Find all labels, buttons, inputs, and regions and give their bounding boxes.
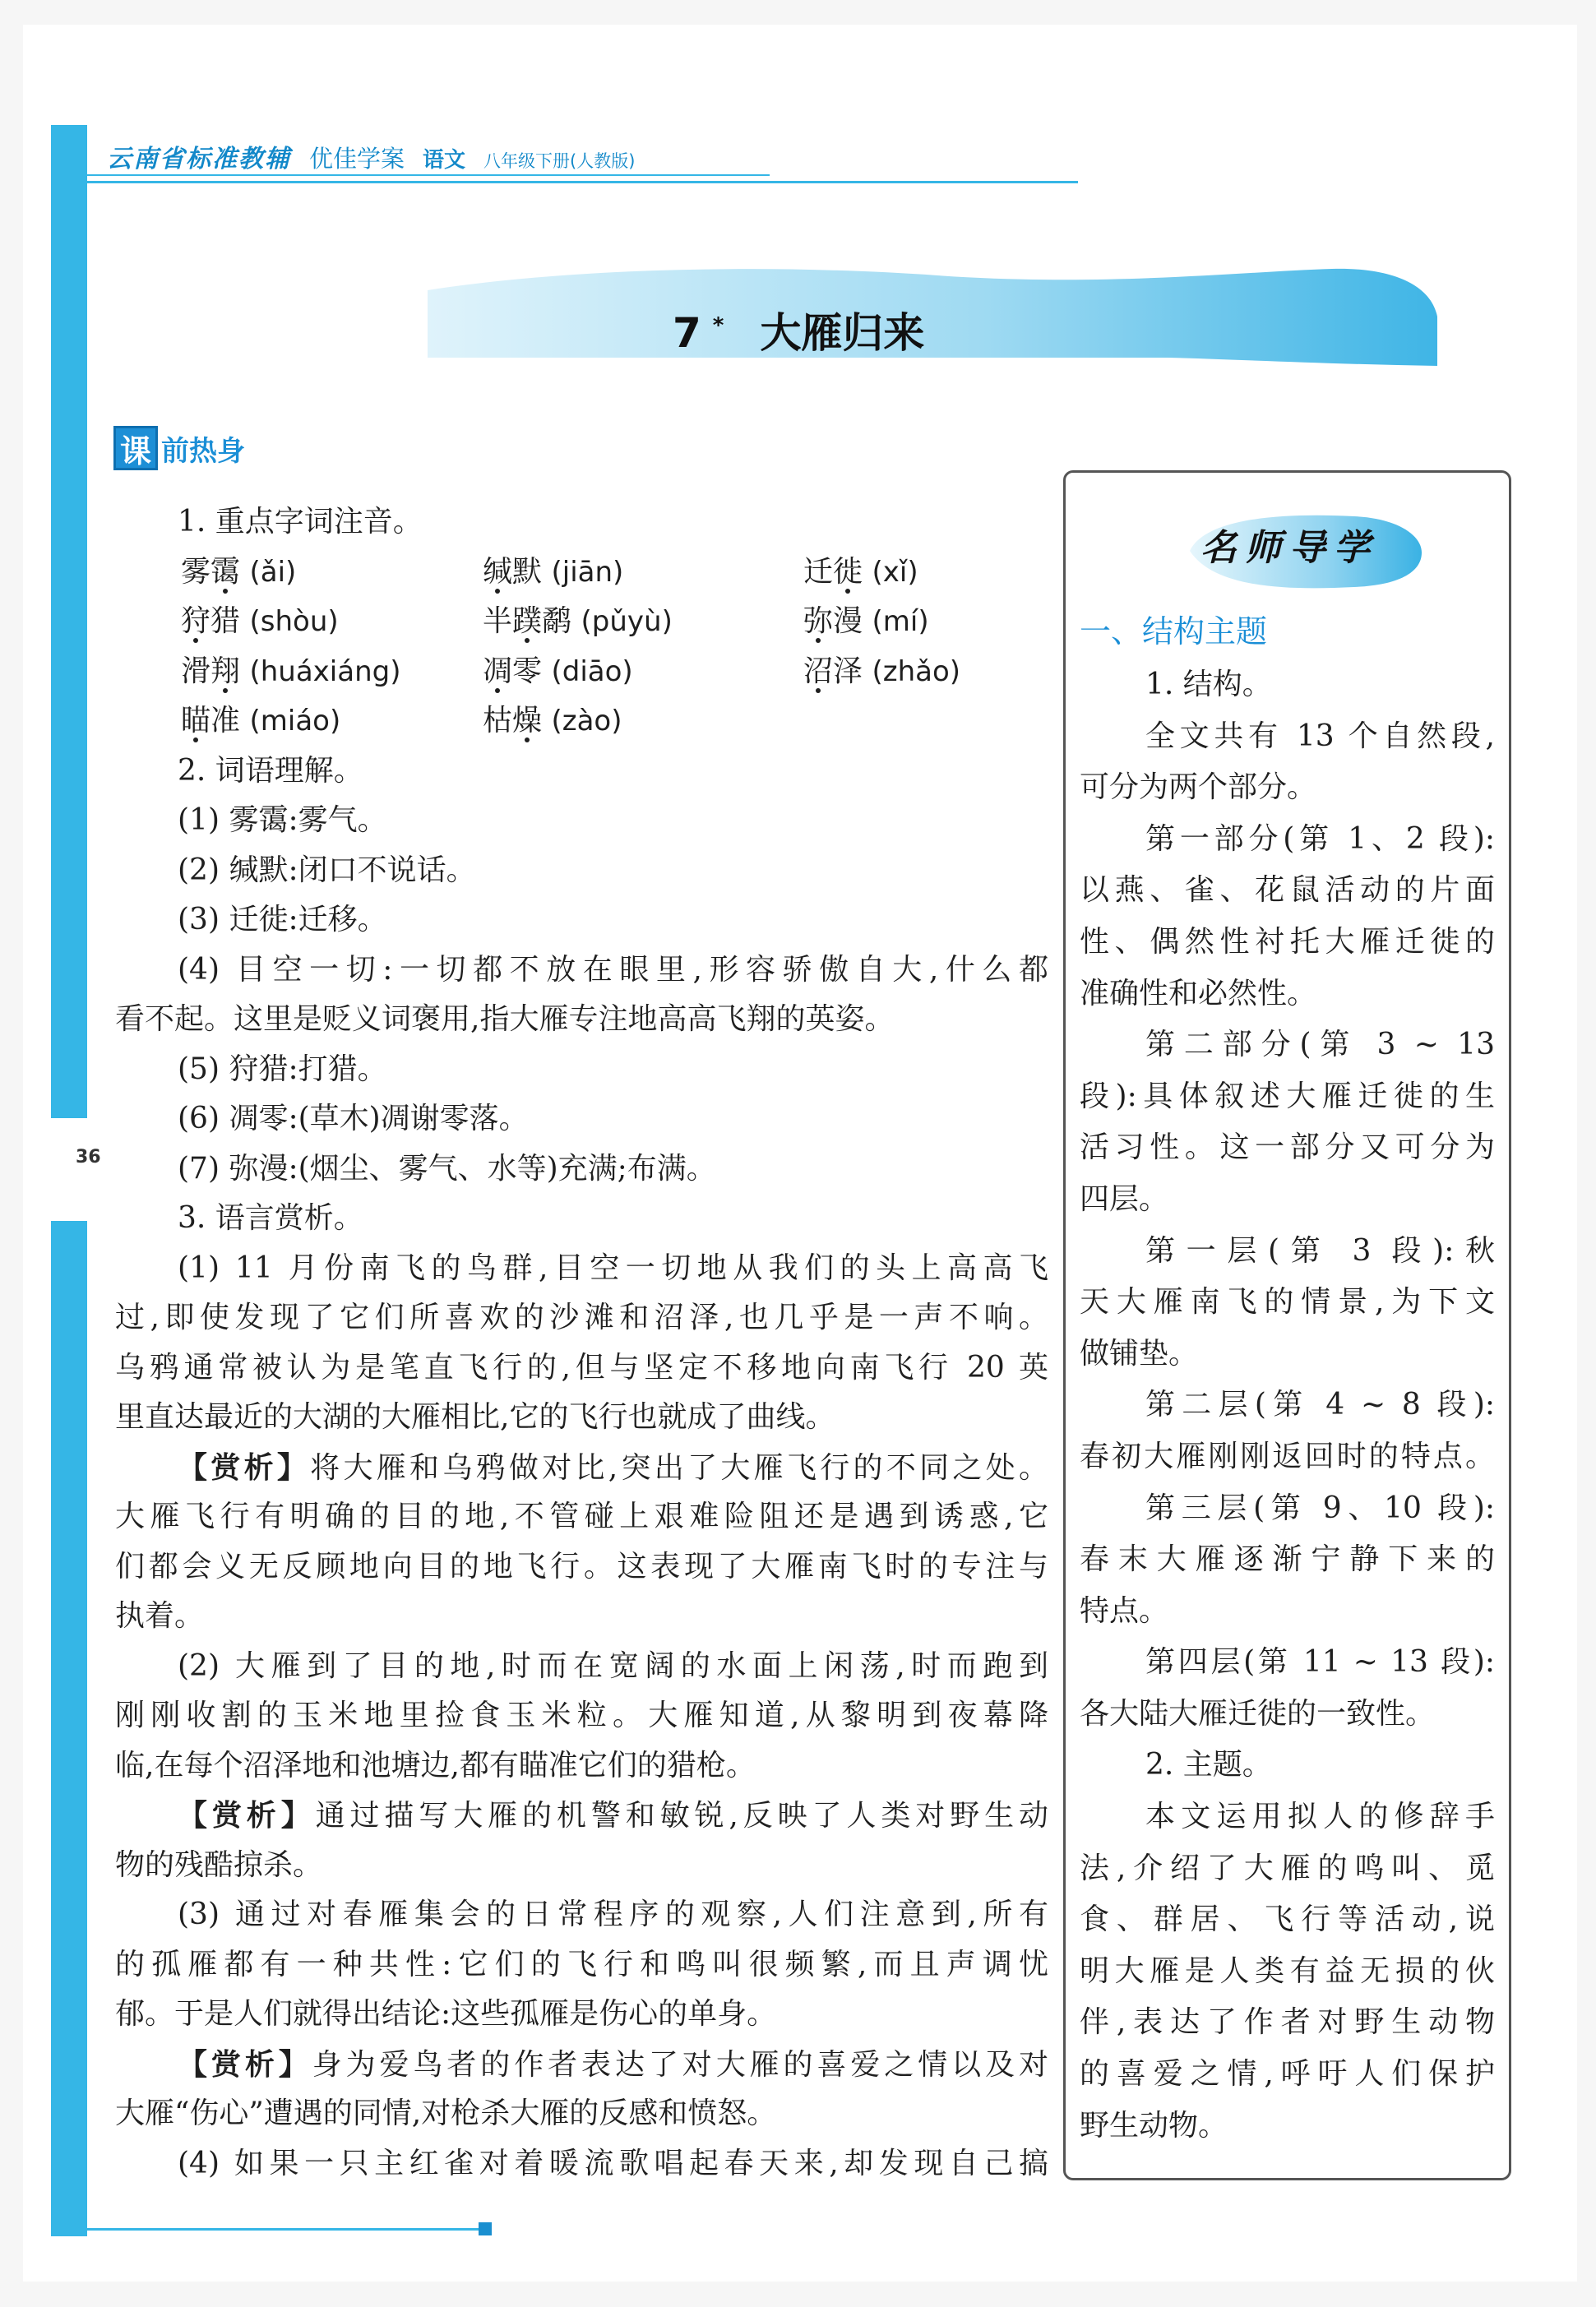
guide-line: 性、偶然性衬托大雁迁徙的 [1080,924,1495,959]
guide-body [1080,659,1495,2152]
text-line: 2. 词语理解。 [178,753,363,788]
vocab-pinyin: (pǔyù) [581,605,673,638]
text-line: 看不起。这里是贬义词褒用,指大雁专注地高高飞翔的英姿。 [115,1002,895,1036]
vocab-item [181,696,483,747]
vocab-pinyin: (ǎi) [249,555,297,589]
header-rule [87,181,1078,183]
guide-line: 伴,表达了作者对野生动物 [1080,2005,1495,2040]
guide-line: 明大雁是人类有益无损的伙 [1080,1953,1495,1988]
vocab-item [803,548,1066,598]
guide-line: 本文运用拟人的修辞手 [1145,1800,1495,1834]
text-line: 1. 重点字词注音。 [178,505,423,539]
vocab-pinyin: (zào) [551,705,622,737]
left-rail [51,125,87,1186]
guide-line: 春初大雁刚刚返回时的特点。 [1080,1439,1495,1473]
text-line: (6) 凋零:(草木)凋谢零落。 [178,1102,529,1135]
vocab-item [803,647,1066,697]
lesson-mark: * [712,313,724,339]
lesson-title [673,300,924,359]
guide-line: 的喜爱之情,呼吁人们保护 [1080,2057,1495,2092]
vocab-pinyin: (miáo) [249,705,341,737]
brand-name: 优佳学案 [309,145,405,173]
text-line: 物的残酷掠杀。 [115,1847,323,1882]
bottom-marker [479,2222,492,2235]
text-line: 【赏析】身为爱鸟者的作者表达了对大雁的喜爱之情以及对 [178,2046,1048,2082]
text-line: (1) 雾霭:雾气。 [178,803,387,837]
section-heading [113,426,245,470]
section-title: 前热身 [161,434,245,468]
guide-line: 各大陆大雁迁徙的一致性。 [1080,1696,1436,1731]
text-line: (2) 缄默:闭口不说话。 [178,853,476,887]
guide-line: 第四层(第 11 ~ 13 段): [1145,1645,1495,1680]
vocab-item [483,597,803,647]
guide-line: 活习性。这一部分又可分为 [1080,1130,1495,1165]
vocab-word: 沼泽 [803,654,863,688]
text-line: (2) 大雁到了目的地,时而在宽阔的水面上闲荡,时而跑到 [178,1648,1048,1683]
vocab-item [803,597,1066,647]
guide-line: 第二层(第 4 ~ 8 段): [1145,1388,1495,1422]
vocab-word: 瞄准 [181,704,241,737]
vocab-word: 雾霭 [181,554,241,589]
text-line: (4) 目空一切:一切都不放在眼里,形容骄傲自大,什么都 [178,952,1048,987]
vocab-word: 滑翔 [181,654,241,688]
guide-line: 第二部分(第 3 ~ 13 [1145,1028,1495,1062]
text-line: 的孤雁都有一种共性:它们的飞行和鸣叫很频繁,而且声调忧 [115,1947,1048,1981]
guide-line: 四层。 [1080,1181,1169,1216]
guide-line: 1. 结构。 [1145,668,1272,701]
text-line: (3) 通过对春雁集会的日常程序的观察,人们注意到,所有 [178,1898,1048,1931]
series-name: 云南省标准教辅 [107,145,291,173]
vocab-word: 凋零 [483,654,543,688]
text-line: 3. 语言赏析。 [178,1201,363,1235]
guide-heading: 一、结构主题 [1080,613,1268,650]
lesson-title-text: 大雁归来 [760,309,925,357]
vocab-pinyin: (diāo) [551,654,633,688]
text-line: (1) 11 月份南飞的鸟群,目空一切地从我们的头上高高飞 [178,1251,1048,1285]
bottom-rule [87,2228,482,2231]
text-line: 乌鸦通常被认为是笔直飞行的,但与坚定不移地向南飞行 20 英 [115,1350,1048,1385]
vocab-item [483,548,803,598]
guide-line: 食、群居、飞行等活动,说 [1080,1902,1495,1937]
section-icon: 课 [113,426,158,470]
vocab-item [181,597,483,647]
page-number: 36 [76,1147,101,1167]
left-rail-lower [51,1221,87,2236]
guide-line: 第一部分(第 1、2 段): [1145,821,1495,856]
text-line: 【赏析】通过描写大雁的机警和敏锐,反映了人类对野生动 [178,1798,1048,1833]
text-line: 【赏析】将大雁和乌鸦做对比,突出了大雁飞行的不同之处。 [178,1449,1048,1485]
guide-line: 做铺垫。 [1080,1336,1199,1371]
title-wave-graphic [428,267,1439,370]
text-line: 过,即使发现了它们所喜欢的沙滩和沼泽,也几乎是一声不响。 [115,1301,1048,1334]
guide-line: 准确性和必然性。 [1080,976,1317,1010]
vocab-word: 枯燥 [483,704,543,737]
guide-line: 2. 主题。 [1145,1748,1272,1782]
vocab-pinyin: (mí) [872,605,929,638]
guide-line: 天大雁南飞的情景,为下文 [1080,1285,1495,1320]
guide-line: 可分为两个部分。 [1080,770,1317,805]
text-line: (5) 狩猎:打猎。 [178,1052,387,1086]
text-line: 郁。于是人们就得出结论:这些孤雁是伤心的单身。 [115,1997,777,2031]
header-rule-thin [87,174,770,176]
guide-line: 第三层(第 9、10 段): [1145,1491,1495,1525]
vocab-item [181,647,483,697]
guide-line: 野生动物。 [1080,2108,1228,2143]
vocab-word: 迁徙 [803,554,863,589]
guide-line: 法,介绍了大雁的鸣叫、觅 [1080,1851,1495,1885]
text-line: 里直达最近的大湖的大雁相比,它的飞行也就成了曲线。 [115,1400,835,1434]
text-line: (3) 迁徙:迁移。 [178,903,387,936]
vocab-grid [115,548,1048,747]
text-line: 大雁“伤心”遭遇的同情,对枪杀大雁的反感和愤怒。 [115,2097,777,2130]
vocab-word: 狩猎 [181,604,241,638]
text-line: 临,在每个沼泽地和池塘边,都有瞄准它们的猎枪。 [115,1748,756,1782]
guide-line: 全文共有 13 个自然段, [1145,719,1495,753]
lesson-title-banner [428,267,1439,370]
subject-name: 语文 [423,148,466,173]
vocab-pinyin: (shòu) [249,605,339,638]
main-text [115,497,1048,2189]
guide-line: 段):具体叙述大雁迁徙的生 [1080,1079,1495,1113]
guide-line: 以燕、雀、花鼠活动的片面 [1080,873,1495,908]
grade-label: 八年级下册(人教版) [483,151,636,171]
guide-line: 第一层(第 3 段):秋 [1145,1233,1495,1268]
vocab-word: 弥漫 [803,604,863,638]
text-line: (4) 如果一只主红雀对着暖流歌唱起春天来,却发现自己搞 [178,2146,1048,2180]
text-line: 们都会义无反顾地向目的地飞行。这表现了大雁南飞时的专注与 [115,1549,1048,1583]
running-header [107,138,635,174]
vocab-word: 半蹼鹬 [483,604,572,638]
vocab-pinyin: (xǐ) [872,555,918,589]
vocab-item [483,647,803,697]
vocab-pinyin: (huáxiáng) [249,654,401,688]
vocab-item [483,696,803,747]
text-line: 执着。 [115,1599,205,1633]
guide-line: 特点。 [1080,1593,1169,1628]
vocab-item [181,548,483,598]
vocab-word: 缄默 [483,554,543,589]
vocab-pinyin: (zhǎo) [872,654,961,688]
lesson-number: 7 [673,309,701,357]
text-line: 大雁飞行有明确的目的地,不管碰上艰难险阻还是遇到诱惑,它 [115,1500,1048,1533]
text-line: 刚刚收割的玉米地里捡食玉米粒。大雁知道,从黎明到夜幕降 [115,1699,1048,1732]
vocab-pinyin: (jiān) [551,555,624,589]
text-line: (7) 弥漫:(烟尘、雾气、水等)充满;布满。 [178,1151,716,1186]
guide-line: 春末大雁逐渐宁静下来的 [1080,1542,1495,1577]
guide-badge: 名师导学 [1200,527,1378,569]
